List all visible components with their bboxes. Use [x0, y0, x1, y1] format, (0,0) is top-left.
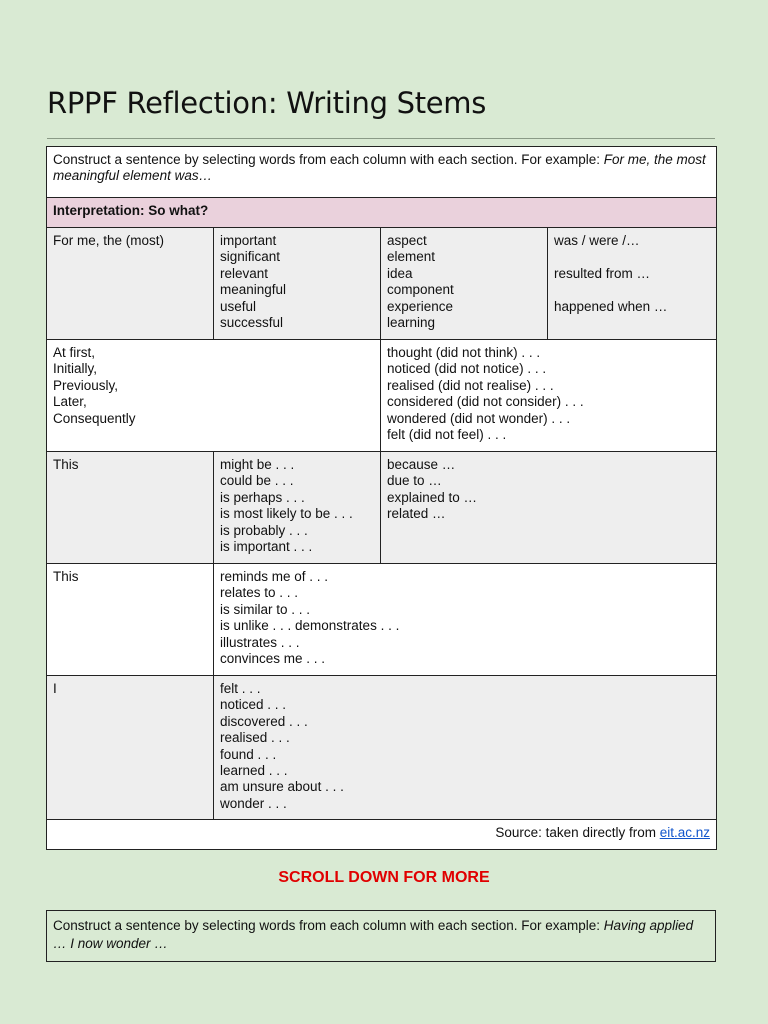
cell-line: This	[53, 457, 79, 472]
source-link[interactable]: eit.ac.nz	[659, 825, 710, 840]
cell-line: successful	[220, 315, 284, 331]
title-divider	[47, 138, 715, 139]
row5-col2	[214, 676, 717, 820]
table-row	[47, 564, 717, 676]
cell-line: explained to …	[387, 489, 478, 505]
cell-line: is most likely to be . . .	[220, 506, 353, 522]
cell-line: Consequently	[53, 410, 136, 426]
cell-line: is probably . . .	[220, 522, 308, 538]
cell-line: due to …	[387, 473, 442, 489]
cell-line: Previously,	[53, 377, 119, 393]
scroll-down-label: SCROLL DOWN FOR MORE	[278, 869, 490, 886]
cell-line: meaningful	[220, 282, 287, 298]
cell-line: significant	[220, 249, 281, 265]
cell-line	[554, 249, 710, 265]
cell-line: realised . . .	[220, 730, 290, 746]
cell-line: illustrates . . .	[220, 634, 300, 650]
cell-line: realised (did not realise) . . .	[387, 377, 554, 393]
cell-line: felt (did not feel) . . .	[387, 427, 507, 443]
cell-line: relates to . . .	[220, 585, 299, 601]
cell-line: learning	[387, 315, 436, 331]
intro-row	[47, 147, 717, 198]
cell-line: Initially,	[53, 361, 98, 377]
row5-col1	[47, 676, 214, 820]
source-cell	[47, 820, 717, 850]
cell-line: For me, the (most)	[53, 233, 165, 248]
cell-line: experience	[387, 298, 454, 314]
cell-line: wonder . . .	[220, 795, 287, 811]
cell-line: is important . . .	[220, 539, 313, 555]
table-row	[47, 452, 717, 564]
row3-col2	[214, 452, 381, 564]
source-text: Source: taken directly from	[495, 825, 660, 840]
cell-line: related …	[387, 506, 446, 522]
section-heading-row	[47, 198, 717, 228]
section-heading: Interpretation: So what?	[47, 198, 717, 228]
cell-line: useful	[220, 298, 257, 314]
row3-col1	[47, 452, 214, 564]
page-title: RPPF Reflection: Writing Stems	[47, 86, 487, 120]
cell-line: learned . . .	[220, 763, 288, 779]
row1-col3	[381, 228, 548, 340]
cell-line: resulted from …	[554, 265, 651, 281]
cell-line: felt . . .	[220, 681, 261, 696]
cell-line: discovered . . .	[220, 713, 308, 729]
cell-line: is similar to . . .	[220, 601, 311, 617]
intro-example: For me, the most meaningful element was…	[53, 152, 706, 184]
cell-line: am unsure about . . .	[220, 779, 344, 795]
cell-line: relevant	[220, 265, 269, 281]
cell-line: noticed (did not notice) . . .	[387, 361, 547, 377]
cell-line: reminds me of . . .	[220, 569, 329, 584]
cell-line: happened when …	[554, 298, 668, 314]
cell-line: At first,	[53, 345, 96, 360]
table-row	[47, 676, 717, 820]
cell-line: I	[53, 681, 57, 696]
cell-line: aspect	[387, 233, 427, 248]
cell-line: found . . .	[220, 746, 277, 762]
cell-line: could be . . .	[220, 473, 294, 489]
cell-line: wondered (did not wonder) . . .	[387, 410, 571, 426]
intro-text: Construct a sentence by selecting words from each column with each section. For example:	[53, 152, 604, 167]
cell-line	[554, 282, 710, 298]
cell-line: because …	[387, 457, 456, 472]
writing-stems-table	[46, 146, 717, 850]
second-intro-text: Construct a sentence by selecting words from each column with each section. For example:	[53, 918, 604, 933]
cell-line: might be . . .	[220, 457, 295, 472]
cell-line: Later,	[53, 394, 87, 410]
cell-line: noticed . . .	[220, 697, 287, 713]
cell-line: considered (did not consider) . . .	[387, 394, 584, 410]
table-row	[47, 228, 717, 340]
second-intro-example: Having applied … I now wonder …	[53, 918, 694, 951]
row4-col1	[47, 564, 214, 676]
row2-col2	[381, 340, 717, 452]
row3-col3	[381, 452, 717, 564]
second-intro-box	[46, 910, 716, 962]
row1-col2	[214, 228, 381, 340]
source-row	[47, 820, 717, 850]
cell-line: idea	[387, 265, 413, 281]
cell-line: was / were /…	[554, 233, 640, 248]
row1-col4	[548, 228, 717, 340]
cell-line: thought (did not think) . . .	[387, 345, 541, 360]
row2-col1	[47, 340, 381, 452]
cell-line: element	[387, 249, 436, 265]
row1-col1	[47, 228, 214, 340]
cell-line: convinces me . . .	[220, 651, 326, 667]
cell-line: important	[220, 233, 277, 248]
cell-line: component	[387, 282, 454, 298]
table-row	[47, 340, 717, 452]
row4-col2	[214, 564, 717, 676]
cell-line: is unlike . . . demonstrates . . .	[220, 618, 400, 634]
intro-cell	[47, 147, 717, 198]
cell-line: This	[53, 569, 79, 584]
cell-line: is perhaps . . .	[220, 489, 305, 505]
